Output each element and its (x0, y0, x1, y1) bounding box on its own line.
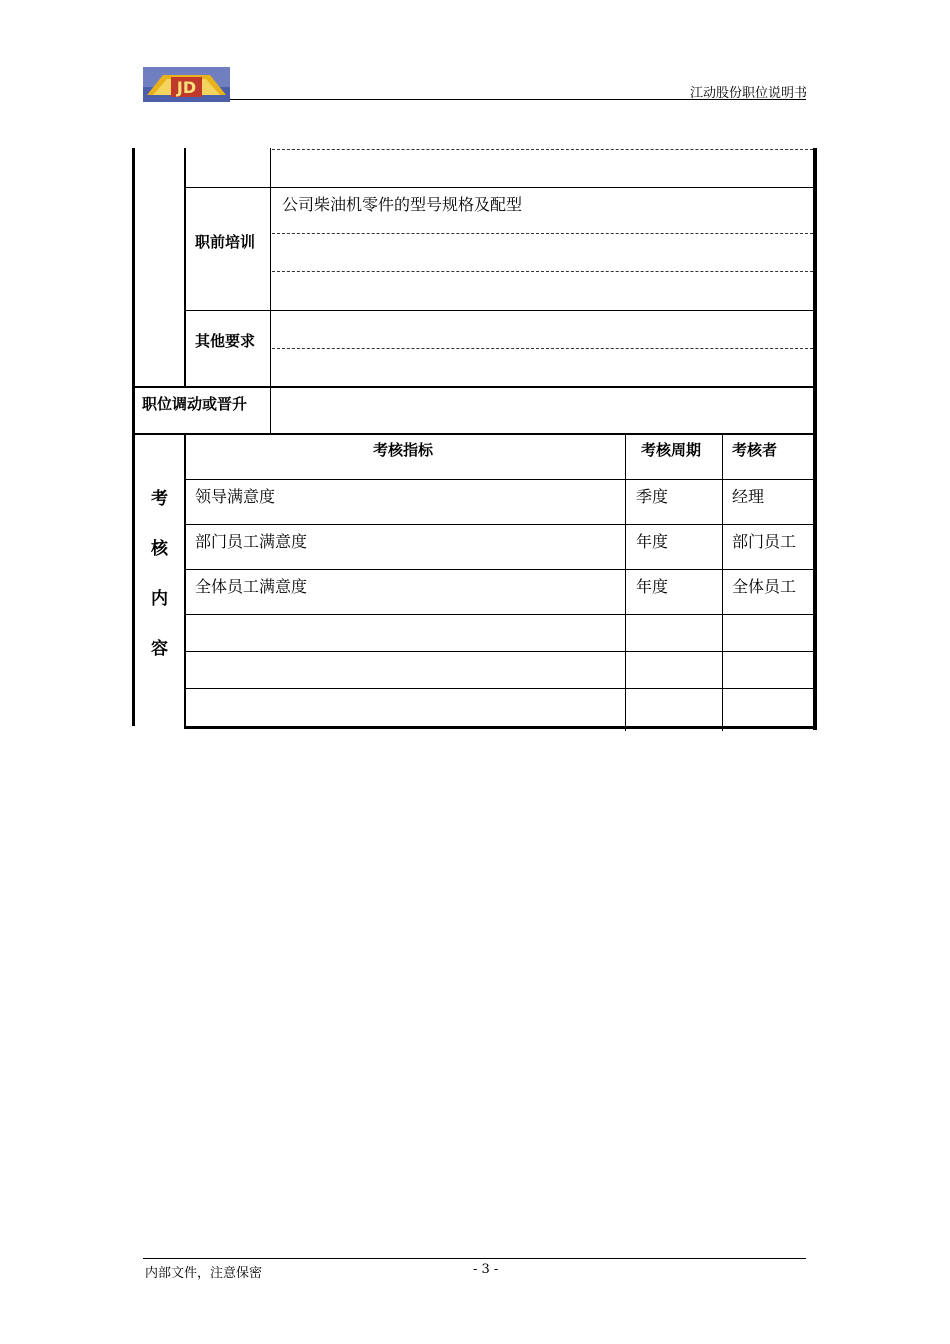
row-line (184, 310, 813, 311)
assessment-section-char: 容 (151, 639, 168, 659)
col-line (184, 148, 186, 387)
row-period: 年度 (636, 577, 669, 596)
row-line (135, 433, 813, 435)
assessment-section-char: 内 (151, 589, 168, 609)
footer-rule (143, 1258, 806, 1259)
row-indicator: 领导满意度 (195, 487, 276, 506)
dashed-line (272, 348, 813, 349)
other-requirements-label: 其他要求 (195, 332, 256, 350)
document-title: 江动股份职位说明书 (689, 86, 807, 101)
row-line (184, 569, 813, 570)
confidential-notice: 内部文件，注意保密 (145, 1266, 263, 1281)
row-assessor: 全体员工 (732, 577, 797, 596)
row-line (184, 187, 813, 188)
row-line (135, 386, 813, 388)
assessment-section-char: 核 (151, 539, 168, 559)
row-indicator: 全体员工满意度 (195, 577, 308, 596)
header-period: 考核周期 (641, 441, 702, 459)
preservice-training-label: 职前培训 (195, 233, 256, 251)
row-indicator: 部门员工满意度 (195, 532, 308, 551)
dashed-line (272, 233, 813, 234)
dashed-line (272, 271, 813, 272)
table-right-border (813, 148, 817, 730)
dashed-line (272, 149, 813, 150)
header-indicator: 考核指标 (373, 441, 434, 459)
row-line (184, 614, 813, 615)
row-line (184, 651, 813, 652)
row-period: 季度 (636, 487, 669, 506)
row-line (184, 524, 813, 525)
col-line (270, 148, 271, 435)
page-number: - 3 - (473, 1262, 499, 1277)
job-transfer-label: 职位调动或晋升 (142, 395, 248, 413)
row-period: 年度 (636, 532, 669, 551)
assessment-section-char: 考 (151, 489, 168, 509)
header-assessor: 考核者 (732, 441, 778, 459)
company-logo (143, 67, 230, 102)
row-line (184, 479, 813, 480)
row-line (184, 688, 813, 689)
row-assessor: 经理 (732, 487, 765, 506)
preservice-training-item: 公司柴油机零件的型号规格及配型 (282, 195, 523, 214)
logo-letters: JD (176, 78, 197, 97)
row-assessor: 部门员工 (732, 532, 797, 551)
